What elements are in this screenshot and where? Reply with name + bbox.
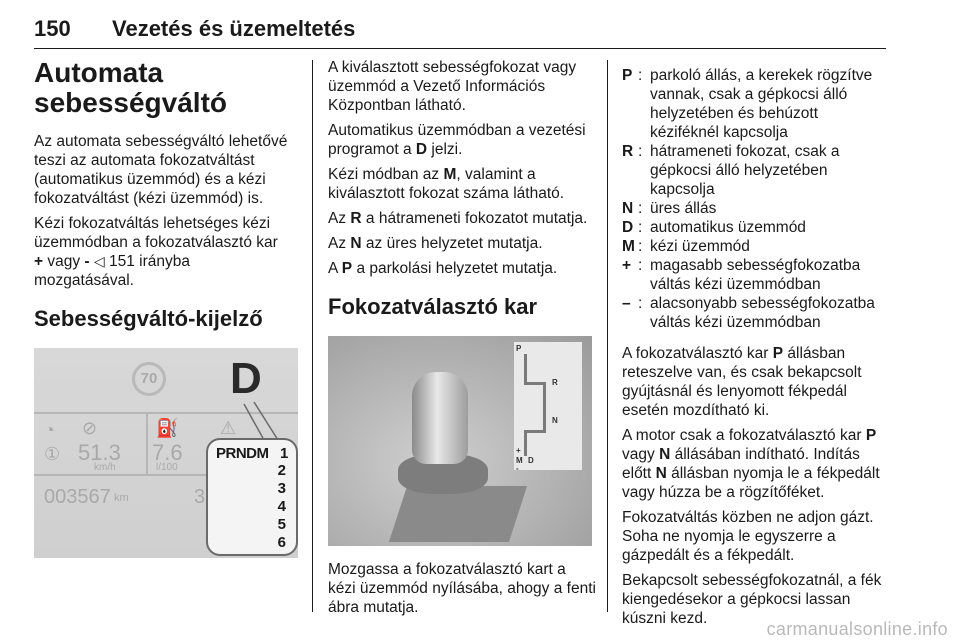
section-title [34,58,296,118]
selector-lever-illustration [328,336,592,546]
reverse-paragraph [328,209,596,228]
def-value-plus: magasabb sebességfokozatba váltás kézi üzemmódban [650,257,861,293]
text: az üres helyzetet mutatja. [361,235,543,252]
odometer-value: 003567 [44,486,111,508]
def-key-plus: + [622,257,632,274]
gear-letter: P [865,427,877,444]
text: a parkolási helyzetet mutatja. [352,260,558,277]
trip-1-icon: ① [44,444,61,464]
neutral-paragraph [328,234,596,253]
column-divider-1 [312,60,313,612]
text: , valamint a kiválasztott fokozat száma látható. [328,166,565,202]
gear-definitions [622,66,888,332]
speed-limit-sign: 70 [132,362,166,396]
consumption-unit: l/100 [156,462,178,473]
popup-gears [278,462,286,552]
gate-label-p: P [516,344,522,353]
def-colon: : [638,257,643,274]
popup-gear-1: 1 [280,445,289,462]
xref-icon[interactable]: ◁ [93,253,105,269]
manual-text: Kézi fokozatváltás lehetséges kézi üzemmódban a fokozatválasztó kar [34,215,278,251]
def-value-p: parkoló állás, a kerekek rögzítve vannak, csak a gépkocsi álló helyzetében és behúzott kéziféknél kapcsolja [650,67,873,141]
popup-modes: PRNDM [216,445,269,462]
park-paragraph [328,259,596,278]
speedometer-icon: ⊘ [82,418,98,438]
gear-letter: N [350,235,362,252]
lock-paragraph [622,344,888,420]
def-key-r: R [622,143,634,160]
timer-icon: ◔ [44,420,55,440]
def-colon: : [638,238,643,255]
column-2 [328,58,596,623]
start-paragraph [622,426,888,502]
def-value-n: üres állás [650,200,717,217]
plus-symbol: + [34,253,44,270]
gate-path [524,430,546,433]
def-colon: : [638,67,643,84]
lever-knob [412,372,468,464]
gate-label-minus: - [516,464,519,473]
trip-digit: 3 [194,486,206,508]
gate-path [524,354,527,384]
running-title: Vezetés és üzemeltetés [112,16,356,41]
gate-label-d: D [528,456,534,465]
def-colon: : [638,295,643,312]
def-value-minus: alacsonyabb sebességfokozatba váltás kézi üzemmódban [650,295,875,331]
manual-or: vagy [43,253,85,270]
text: A motor csak a fokozatválasztó kar [622,427,866,444]
def-key-d: D [622,219,634,236]
popup-gear-5: 5 [277,516,286,533]
gear-indicator: D [230,354,262,403]
column-3 [622,66,888,634]
auto-mode-paragraph [328,121,596,159]
text: vagy [622,446,660,463]
gear-letter: N [655,465,667,482]
gear-letter: M [443,166,457,183]
text: Az [328,210,351,227]
header-rule [34,48,886,49]
def-value-d: automatikus üzemmód [650,219,806,236]
gear-letter: R [350,210,362,227]
text: állásban nyomja le a fékpedált vagy húzza be a rögzítőféket. [622,465,880,501]
lever-subtitle: Fokozatválasztó kar [328,294,538,319]
creep-paragraph: Bekapcsolt sebességfokozatnál, a fék kiengedésekor a gépkocsi lassan kúszni kezd. [622,572,882,627]
text: Kézi módban az [328,166,444,183]
gate-diagram [514,342,582,473]
gear-letter: D [415,141,428,158]
text: a hátrameneti fokozatot mutatja. [361,210,588,227]
def-colon: : [638,143,643,160]
def-key-n: N [622,200,634,217]
text: A [328,260,342,277]
gear-letter: N [659,446,671,463]
popup-gear-3: 3 [277,480,286,497]
def-value-r: hátrameneti fokozat, csak a gépkocsi álló helyzetében kapcsolja [650,143,840,198]
manual-mode-paragraph [328,165,596,203]
gear-letter: P [772,345,784,362]
text: állásban reteszelve van, és csak bekapcsolt gyújtásnál és lenyomott fékpedál esetén mozdítható ki. [622,345,862,419]
popup-gear-6: 6 [277,534,286,551]
def-value-m: kézi üzemmód [650,238,750,255]
watermark: carmanualsonline.info [766,619,948,639]
popup-gear-4: 4 [277,498,286,515]
minus-symbol: - [84,253,90,270]
def-key-m: M [622,238,635,255]
text: A fokozatválasztó kar [622,345,773,362]
speed-value: 51.3 [78,440,121,465]
gate-label-m: M [516,456,523,465]
def-colon: : [638,200,643,217]
text: állásában indítható. Indítás előtt [622,446,860,482]
lever-caption: Mozgassa a fokozatválasztó kart a kézi üzemmód nyílásába, ahogy a fenti ábra mutatja. [328,561,596,616]
display-paragraph: A kiválasztott sebességfokozat vagy üzemmód a Vezető Információs Központban látható. [328,59,577,114]
manual-end: mozgatásával. [34,272,134,289]
def-key-minus: – [622,295,631,312]
gear-popup [206,438,298,556]
section-title-line1: Automata [34,57,164,88]
gate-label-r: R [552,378,558,387]
fuel-icon: ⛽ [156,418,179,438]
column-1 [34,58,296,558]
shift-warning-paragraph: Fokozatváltás közben ne adjon gázt. Soha ne nyomja le egyszerre a gázpedált és a fékpedált. [622,509,874,564]
column-divider-2 [607,60,608,612]
page-number: 150 [34,16,71,41]
text: Az [328,235,351,252]
def-colon: : [638,219,643,236]
section-title-line2: sebességváltó [34,87,227,118]
gate-path [543,382,546,432]
xref-page[interactable]: 151 irányba [104,253,190,270]
lever-tray [389,486,527,542]
popup-gear-2: 2 [277,462,286,479]
speed-unit: km/h [94,462,116,473]
consumption-value: 7.6 [152,440,183,465]
gate-label-n: N [552,416,558,425]
display-subtitle: Sebességváltó-kijelző [34,306,263,331]
gear-letter: P [341,260,353,277]
instrument-cluster-illustration [34,348,298,558]
manual-paragraph [34,214,296,290]
warning-icon: ⚠ [220,418,237,438]
odometer-unit: km [114,492,129,504]
text: Automatikus üzemmódban a vezetési programot a [328,122,586,158]
page-header [34,10,886,50]
gate-path [524,430,527,456]
gate-label-plus: + [516,446,521,455]
text: jelzi. [427,141,463,158]
def-key-p: P [622,67,633,84]
intro-paragraph: Az automata sebességváltó lehetővé teszi az automata fokozatváltást (automatikus üzemmód) és a kézi fokozatváltást (kézi üzemmód) is. [34,133,288,207]
